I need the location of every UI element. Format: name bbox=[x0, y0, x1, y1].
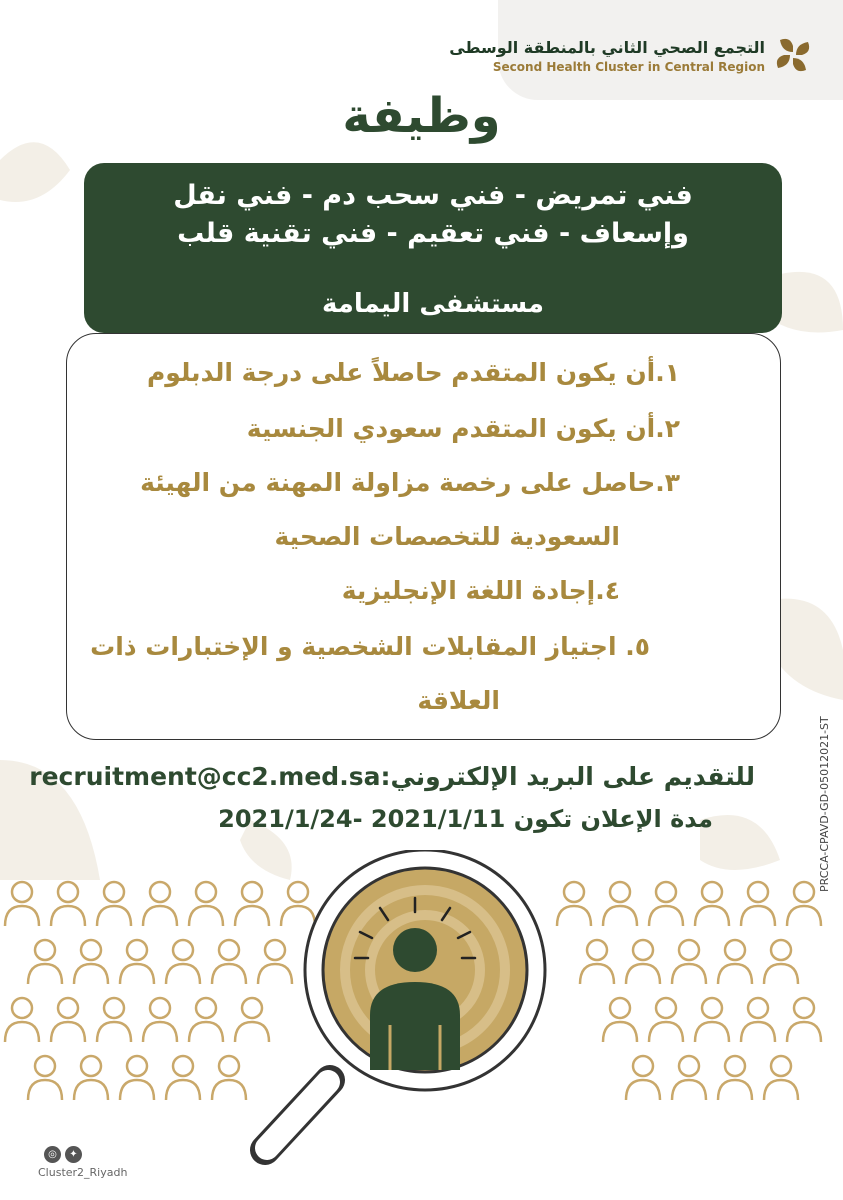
requirement-5-cont: العلاقة bbox=[417, 686, 500, 715]
header-logo-bar bbox=[449, 0, 843, 100]
org-name-ar: التجمع الصحي الثاني بالمنطقة الوسطى bbox=[449, 38, 765, 57]
instagram-icon[interactable]: ◎ bbox=[44, 1146, 61, 1163]
document-code: PRCCA-CPAVD-GD-05012021-ST bbox=[818, 716, 831, 892]
social-handle: Cluster2_Riyadh bbox=[38, 1166, 128, 1179]
requirement-3-cont: السعودية للتخصصات الصحية bbox=[274, 522, 620, 551]
org-name-en: Second Health Cluster in Central Region bbox=[492, 60, 765, 74]
requirement-2: ٢.أن يكون المتقدم سعودي الجنسية bbox=[246, 414, 680, 443]
requirement-3: ٣.حاصل على رخصة مزاولة المهنة من الهيئة bbox=[140, 468, 680, 497]
requirements-box bbox=[66, 333, 781, 740]
requirement-5: ٥. اجتياز المقابلات الشخصية و الإختبارات ذات bbox=[90, 632, 650, 661]
apply-email-link[interactable]: recruitment@cc2.med.sa bbox=[29, 762, 381, 791]
job-titles-line-1: فني تمريض - فني سحب دم - فني نقل bbox=[173, 180, 693, 211]
job-titles bbox=[124, 177, 742, 253]
requirement-1: ١.أن يكون المتقدم حاصلاً على درجة الدبلوم bbox=[146, 358, 680, 387]
page-title: وظيفة bbox=[342, 88, 501, 144]
requirement-4: ٤.إجادة اللغة الإنجليزية bbox=[341, 576, 620, 605]
hospital-name: مستشفى اليمامة bbox=[321, 289, 545, 319]
job-titles-line-2: وإسعاف - فني تعقيم - فني تقنية قلب bbox=[177, 218, 689, 249]
magnifier-illustration bbox=[240, 850, 590, 1180]
social-icons bbox=[44, 1142, 86, 1163]
apply-instructions bbox=[29, 762, 755, 791]
apply-label: للتقديم على البريد الإلكتروني: bbox=[380, 762, 755, 791]
job-titles-box bbox=[84, 163, 782, 333]
cluster-logo-icon bbox=[768, 30, 818, 80]
twitter-icon[interactable]: ✦ bbox=[65, 1146, 82, 1163]
announcement-period: مدة الإعلان تكون 2021/1/11 -2021/1/24 bbox=[218, 805, 713, 833]
